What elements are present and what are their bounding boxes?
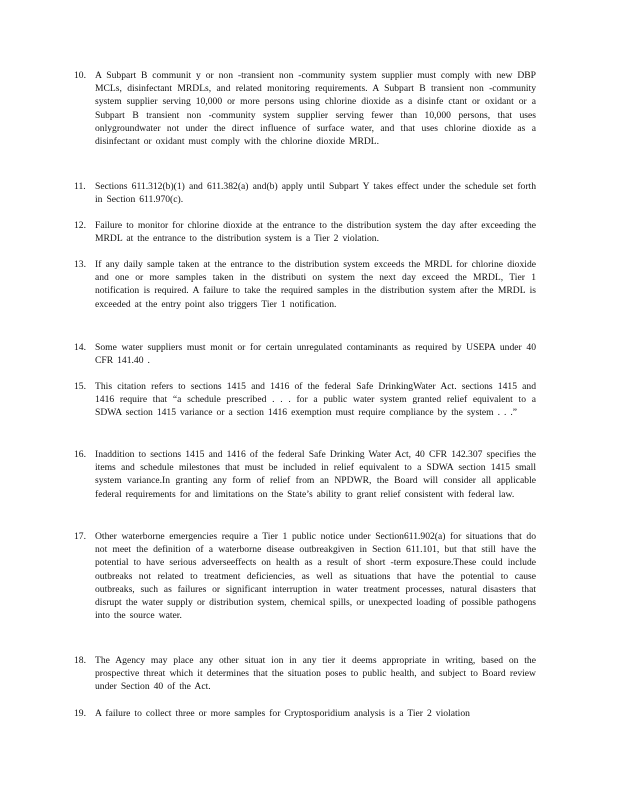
note-14 — [74, 341, 536, 367]
note-17 — [74, 530, 536, 622]
note-number: 17. — [74, 531, 86, 542]
note-number: 15. — [74, 381, 86, 392]
note-text: Inaddition to sections 1415 and 1416 of the federal Safe Drinking Water Act, 40 CFR 142.307 specifies the items and schedule milestones that must be included in relief equivalent to a SDWA section 1415 small system variance.In granting any form of relief from an NPDWR, the Board will consider all applicable federal requirements for and limitations on the State’s ability to grant relief consistent with federal law. — [95, 449, 536, 500]
note-18 — [74, 654, 536, 694]
note-19 — [74, 707, 536, 720]
note-text: A Subpart B communit y or non -transient non -community system supplier must comply with new DBP MCLs, disinfectant MRDLs, and related monitoring requirements. A Subpart B transient non -community system supplier serving 10,000 or more persons using chlorine dioxide as a disinfe ctant or oxidant or a Subpart B transient non -community system supplier serving fewer than 10,000 persons, that uses onlygroundwater not under the direct influence of surface water, and that uses chlorine dioxide as a disinfectant or oxidant must comply with the chlorine dioxide MRDL. — [95, 70, 536, 148]
note-11 — [74, 180, 536, 206]
note-number: 16. — [74, 449, 86, 460]
note-text: A failure to collect three or more samples for Cryptosporidium analysis is a Tier 2 violation — [95, 708, 470, 719]
note-text: If any daily sample taken at the entrance to the distribution system exceeds the MRDL for chlorine dioxide and one or more samples taken in the distributi on system the next day exceed the MRDL, Tier 1 notification is required. A failure to take the required samples in the distribution system after the MRDL is exceeded at the entry point also triggers Tier 1 notification. — [95, 259, 536, 310]
note-number: 12. — [74, 220, 86, 231]
note-text: Other waterborne emergencies require a Tier 1 public notice under Section611.902(a) for situations that do not meet the definition of a waterborne disease outbreakgiven in Section 611.101, but that still have the potential to have serious adverseeffects on health as a result of short -term exposure.These could include outbreaks not related to treatment deficiencies, as well as situations that have the potential to cause outbreaks, such as failures or significant interruption in water treatment processes, natural disasters that disrupt the water supply or distribution system, chemical spills, or unexpected loading of possible pathogens into the source water. — [95, 531, 536, 622]
note-text: Sections 611.312(b)(1) and 611.382(a) and(b) apply until Subpart Y takes effect under the schedule set forth in Section 611.970(c). — [95, 181, 536, 206]
note-number: 13. — [74, 259, 86, 270]
note-12 — [74, 219, 536, 245]
note-text: This citation refers to sections 1415 and 1416 of the federal Safe DrinkingWater Act. sections 1415 and 1416 require that “a schedule prescribed . . . for a public water system granted relief equivalent to a SDWA section 1415 variance or a section 1416 exemption must require compliance by the system . . .” — [95, 381, 536, 419]
note-number: 18. — [74, 655, 86, 666]
note-number: 19. — [74, 708, 86, 719]
note-text: Some water suppliers must monit or for certain unregulated contaminants as required by USEPA under 40 CFR 141.40 . — [95, 342, 536, 367]
note-16 — [74, 448, 536, 501]
note-number: 14. — [74, 342, 86, 353]
note-text: Failure to monitor for chlorine dioxide at the entrance to the distribution system the day after exceeding the MRDL at the entrance to the distribution system is a Tier 2 violation. — [95, 220, 536, 245]
note-15 — [74, 380, 536, 420]
note-number: 10. — [74, 70, 86, 81]
note-number: 11. — [74, 181, 86, 192]
note-10 — [74, 69, 536, 148]
note-13 — [74, 258, 536, 311]
note-text: The Agency may place any other situat ion in any tier it deems appropriate in writing, based on the prospective threat which it determines that the situation poses to public health, and subject to Board review under Section 40 of the Act. — [95, 655, 536, 693]
